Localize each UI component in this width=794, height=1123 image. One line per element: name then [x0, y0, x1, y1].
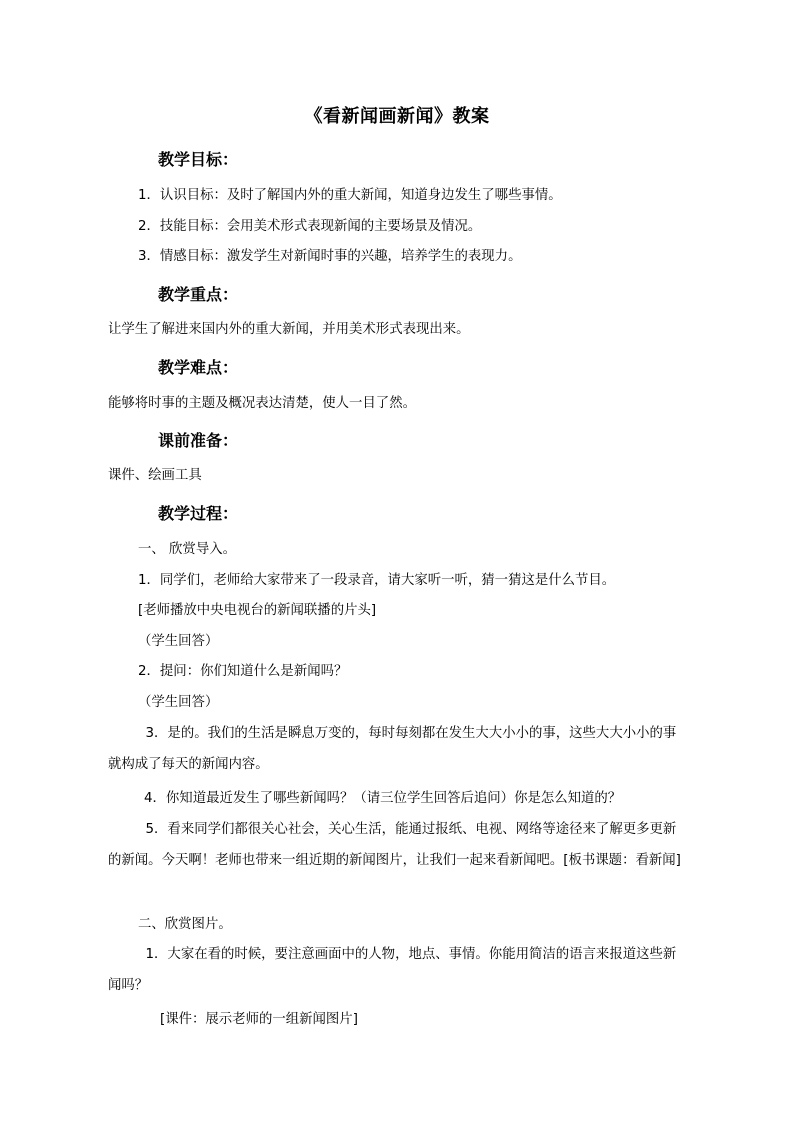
goal-item-3: 3．情感目标：激发学生对新闻时事的兴趣，培养学生的表现力。 — [138, 249, 522, 264]
process-part2-title: 二、欣赏图片。 — [138, 917, 232, 932]
process-p2: 2．提问：你们知道什么是新闻吗？ — [138, 664, 348, 679]
process-p1-note: [老师播放中央电视台的新闻联播的片头] — [138, 603, 377, 618]
goal-item-2: 2．技能目标：会用美术形式表现新闻的主要场景及情况。 — [138, 219, 482, 234]
heading-key-points: 教学重点： — [158, 285, 239, 304]
process-p6: 1．大家在看的时候，要注意画面中的人物，地点、事情。你能用简洁的语言来报道这些新闻吗？ — [108, 947, 677, 993]
heading-preparation: 课前准备： — [158, 431, 239, 450]
preparation-text: 课件、绘画工具 — [108, 468, 202, 483]
process-part1-title: 一、 欣赏导入。 — [138, 542, 236, 557]
difficulties-text: 能够将时事的主题及概况表达清楚，使人一目了然。 — [108, 396, 416, 411]
process-p3: 3．是的。我们的生活是瞬息万变的，每时每刻都在发生大大小小的事，这些大大小小的事就构成了每天的新闻内容。 — [108, 726, 677, 772]
heading-goals: 教学目标： — [158, 150, 239, 169]
goal-item-1: 1．认识目标：及时了解国内外的重大新闻，知道身边发生了哪些事情。 — [138, 188, 562, 203]
process-p5: 5．看来同学们都很关心社会，关心生活，能通过报纸、电视、网络等途径来了解更多更新的新闻。今天啊！老师也带来一组近期的新闻图片，让我们一起来看新闻吧。[板书课题：看新闻] — [108, 822, 681, 868]
process-p6-note: [课件：展示老师的一组新闻图片] — [160, 1012, 358, 1027]
process-p1: 1．同学们，老师给大家带来了一段录音，请大家听一听，猜一猜这是什么节目。 — [138, 573, 616, 588]
process-p4: 4．你知道最近发生了哪些新闻吗？（请三位学生回答后追问）你是怎么知道的？ — [144, 791, 622, 806]
heading-process: 教学过程： — [158, 504, 239, 523]
process-p1-answer: （学生回答） — [138, 634, 219, 649]
document-title: 《看新闻画新闻》教案 — [304, 106, 490, 127]
heading-difficulties: 教学难点： — [158, 358, 239, 377]
key-points-text: 让学生了解进来国内外的重大新闻，并用美术形式表现出来。 — [108, 322, 470, 337]
process-p2-answer: （学生回答） — [138, 695, 219, 710]
